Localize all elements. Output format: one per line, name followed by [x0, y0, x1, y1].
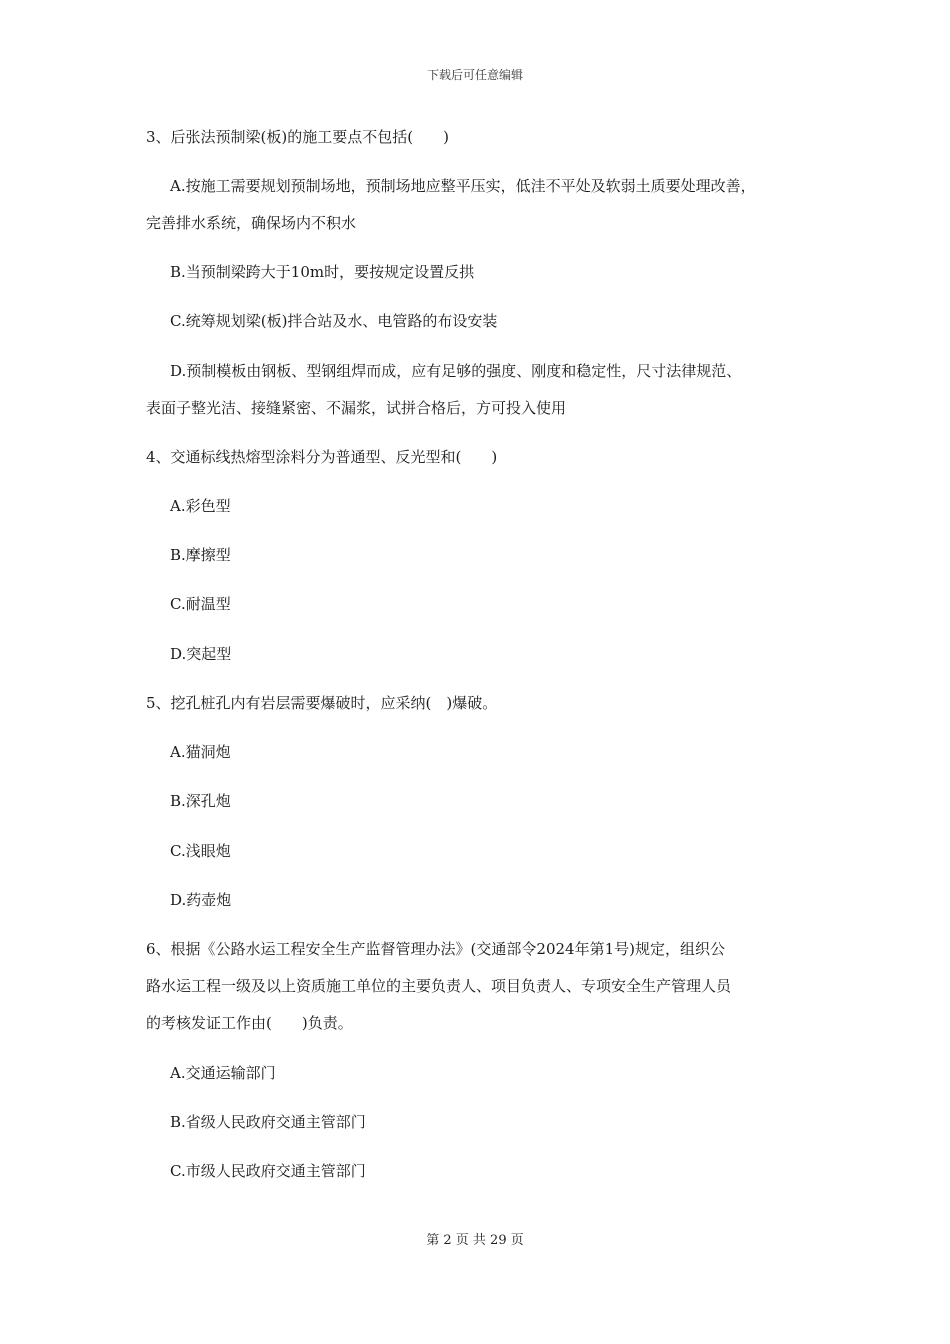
- question-3-option-d-cont: 表面子整光洁、接缝紧密、不漏浆，试拼合格后，方可投入使用: [146, 399, 567, 417]
- question-3-option-c: C.统筹规划梁(板)拌合站及水、电管路的布设安装: [170, 312, 498, 330]
- question-5-option-b: B.深孔炮: [170, 792, 231, 810]
- question-3-option-a: A.按施工需要规划预制场地，预制场地应整平压实，低洼不平处及软弱土质要处理改善，: [170, 177, 756, 195]
- question-3-stem: 3、后张法预制梁(板)的施工要点不包括( ): [146, 128, 449, 146]
- question-3-option-b: B.当预制梁跨大于10m时，要按规定设置反拱: [170, 263, 475, 281]
- question-6-stem: 6、根据《公路水运工程安全生产监督管理办法》(交通部令2024年第1号)规定，组织公: [146, 940, 725, 958]
- question-4-option-a: A.彩色型: [170, 497, 231, 515]
- question-5-option-c: C.浅眼炮: [170, 842, 231, 860]
- question-4-option-d: D.突起型: [170, 645, 232, 663]
- question-6-option-c: C.市级人民政府交通主管部门: [170, 1162, 366, 1180]
- question-6-stem-cont-1: 路水运工程一级及以上资质施工单位的主要负责人、项目负责人、专项安全生产管理人员: [146, 977, 732, 995]
- question-4-option-b: B.摩擦型: [170, 546, 231, 564]
- page-footer: 第 2 页 共 29 页: [426, 1233, 524, 1248]
- question-6-option-a: A.交通运输部门: [170, 1064, 276, 1082]
- question-6-stem-cont-2: 的考核发证工作由( )负责。: [146, 1014, 353, 1032]
- question-4-stem: 4、交通标线热熔型涂料分为普通型、反光型和( ): [146, 448, 498, 466]
- question-6-option-b: B.省级人民政府交通主管部门: [170, 1113, 366, 1131]
- question-4-option-c: C.耐温型: [170, 595, 231, 613]
- question-3-option-d: D.预制模板由钢板、型钢组焊而成，应有足够的强度、刚度和稳定性，尺寸法律规范、: [170, 362, 742, 380]
- question-5-option-a: A.猫洞炮: [170, 743, 231, 761]
- question-5-stem: 5、挖孔桩孔内有岩层需要爆破时，应采纳( )爆破。: [146, 694, 498, 712]
- question-5-option-d: D.药壶炮: [170, 891, 232, 909]
- page-header: 下载后可任意编辑: [426, 68, 523, 82]
- question-3-option-a-cont: 完善排水系统，确保场内不积水: [146, 214, 357, 232]
